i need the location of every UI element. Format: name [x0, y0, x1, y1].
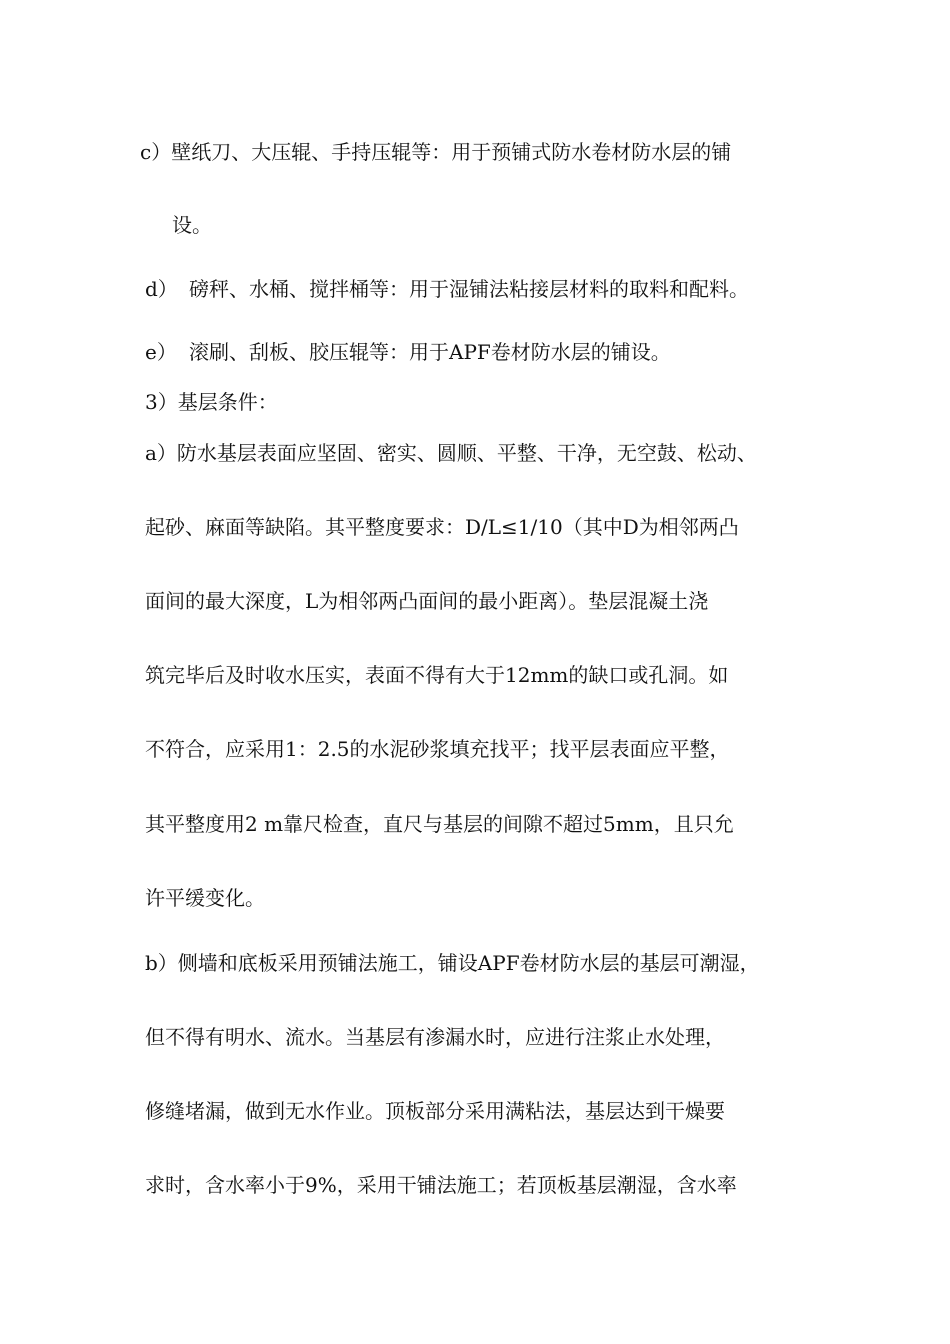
para-b-line-1: b）侧墙和底板采用预铺法施工，铺设APF卷材防水层的基层可潮湿，: [145, 951, 760, 975]
item-c-line-1: c）壁纸刀、大压辊、手持压辊等：用于预铺式防水卷材防水层的铺: [140, 140, 732, 164]
para-a-line-4: 筑完毕后及时收水压实，表面不得有大于12mm的缺口或孔洞。如: [145, 663, 729, 687]
para-a-line-3: 面间的最大深度，L为相邻两凸面间的最小距离）。垫层混凝土浇: [145, 589, 709, 613]
item-d: [145, 276, 749, 302]
para-a-line-5: 不符合，应采用1：2.5的水泥砂浆填充找平；找平层表面应平整，: [145, 737, 730, 761]
para-a-line-6: 其平整度用2 m靠尺检查，直尺与基层的间隙不超过5mm，且只允: [145, 812, 734, 836]
item-c-line-2: 设。: [172, 213, 212, 237]
item-d-text: 磅秤、水桶、搅拌桶等：用于湿铺法粘接层材料的取料和配料。: [189, 277, 749, 301]
item-e: [145, 339, 671, 365]
para-a-line-2: 起砂、麻面等缺陷。其平整度要求：D/L≤1/10（其中D为相邻两凸: [145, 515, 739, 539]
item-d-marker: d）: [145, 277, 178, 301]
section-heading: 3）基层条件：: [145, 390, 278, 414]
para-b-line-2: 但不得有明水、流水。当基层有渗漏水时，应进行注浆止水处理，: [145, 1025, 725, 1049]
item-e-marker: e）: [145, 340, 177, 364]
para-a-line-1: a）防水基层表面应坚固、密实、圆顺、平整、干净，无空鼓、松动、: [145, 441, 757, 465]
para-a-line-7: 许平缓变化。: [145, 886, 265, 910]
item-e-text: 滚刷、刮板、胶压辊等：用于APF卷材防水层的铺设。: [189, 340, 671, 364]
para-b-line-4: 求时，含水率小于9%，采用干铺法施工；若顶板基层潮湿，含水率: [145, 1173, 737, 1197]
para-b-line-3: 修缝堵漏，做到无水作业。顶板部分采用满粘法，基层达到干燥要: [145, 1099, 725, 1123]
